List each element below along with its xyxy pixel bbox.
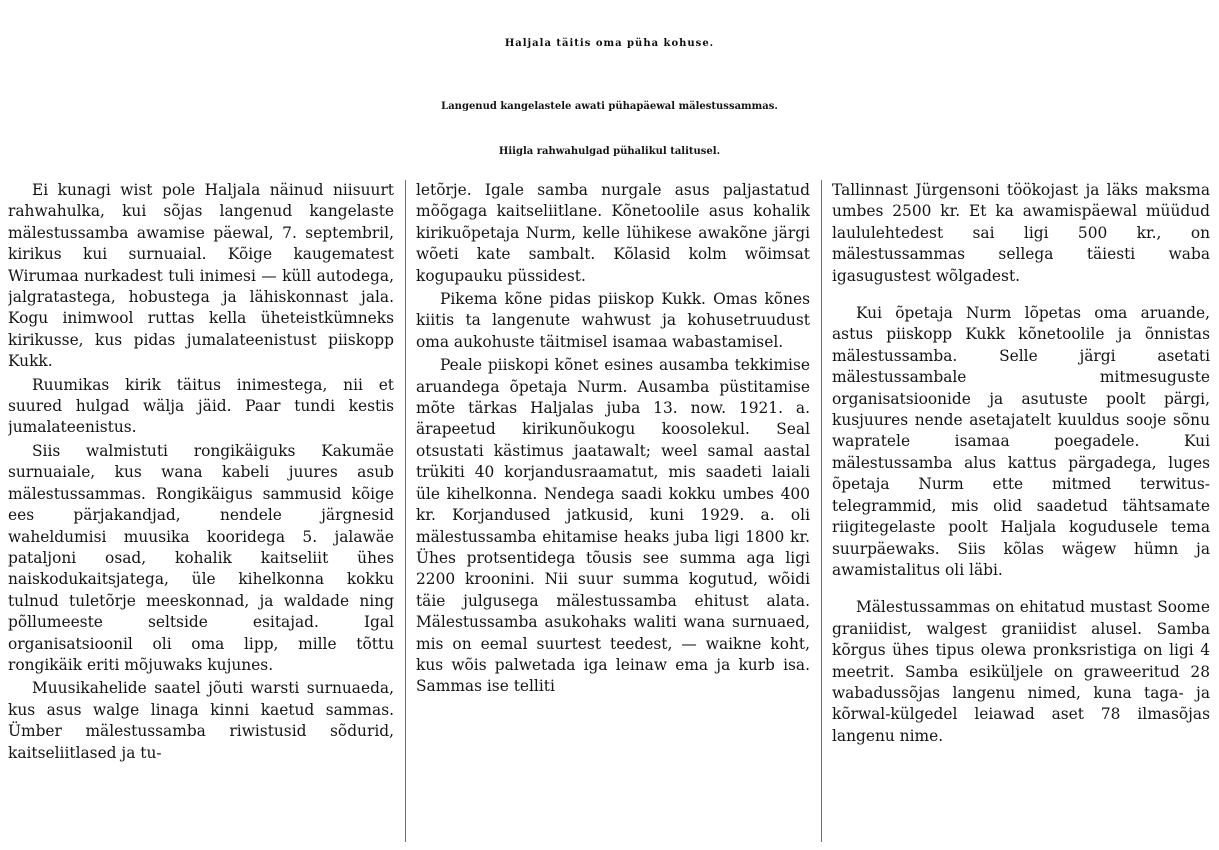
article-paragraph: Ei kunagi wist pole Haljala näinud niisuurt rahwahulka, kui sõjas langenud kangelaste mälestussamba awamise päewal, 7. septembril, kirikus kui surnuaial. Kõige kaugematest Wirumaa nurkadest tuli inimesi — küll autodega, jalgratastega, hobustega ja lähiskonnast jala. Kogu inimwool ruttas kella üheteistkümneks kirikusse, kus pidas jumalateenistust piiskopp Kukk. [8,181,394,371]
subheadline-1: Langenud kangelastele awati pühapäewal mälestussammas. [441,101,778,112]
article-paragraph: Kui õpetaja Nurm lõpetas oma aruande, astus piiskopp Kukk kõnetoolile ja õnnistas mälestussamba. Selle järgi asetati mälestussambale mitmesuguste organisatsioonide ja asutuste poolt pärgi, kusjuures nende asetajatelt kuuldus sooje sõnu wapratele isamaa poegadele. Kui mälestussamba alus kattus pärgadega, luges õpetaja Nurm ette mitmed terwitus-telegrammid, mis olid saadetud tähtsamate riigitegelaste poolt Haljala kogudusele tema suurpäewaks. Siis kõlas wägew hümn ja awamistalitus oli läbi. [832,304,1210,579]
article-paragraph: Peale piiskopi kõnet esines ausamba tekkimise aruandega õpetaja Nurm. Ausamba püstitamise mõte tärkas Haljalas juba 13. now. 1921. a. ärapeetud kirikunõukogu koosolekul. Seal otsustati kästimus jaatawalt; weel samal aastal trükiti 40 korjandusraamatut, mis saadeti laiali üle kihelkonna. Nendega saadi kokku umbes 400 kr. Korjandused jatkusid, kuni 1929. a. oli mälestussamba ehitamise heaks juba ligi 1800 kr. Ühes protsentidega tõusis see summa aga ligi 2200 kroonini. Nii suur summa kogutud, wõidi täie julgusega mälestussamba ehitust alata. Mälestussamba asukohaks waliti wana surnuaed, mis on eemal suurtest teedest, — waikne koht, kus wõis palwetada iga leinaw ema ja kurb isa. Sammas ise telliti [416,356,810,696]
article-column-3 [832,180,1210,850]
article-paragraph: letõrje. Igale samba nurgale asus paljastatud mõõgaga kaitseliitlane. Kõnetoolile asus kohalik kirikuõpetaja Nurm, kelle lühikese awakõne järgi wõeti kate sambalt. Kõlasid kolm wõimsat kogupauku püssidest. [416,181,810,285]
article-paragraph: Ruumikas kirik täitus inimestega, nii et suured hulgad wälja jäid. Paar tundi kestis jumalateenistus. [8,375,394,437]
column-divider [821,180,822,842]
subheadline-2: Hiigla rahwahulgad pühalikul talitusel. [498,146,721,157]
article-paragraph: Muusikahelide saatel jõuti warsti surnuaeda, kus asus walge linaga kinni kaetud sammas. Ümber mälestussamba riwistusid sõdurid, kaitseliitlased ja tu- [8,679,394,762]
article-paragraph: Tallinnast Jürgensoni töökojast ja läks maksma umbes 2500 kr. Et ka awamispäewal müüdud laululehtedest sai ligi 500 kr., on mälestussammas sellega täiesti waba igasugustest wõlgadest. [832,181,1210,285]
column-divider [405,180,406,842]
article-paragraph: Pikema kõne pidas piiskop Kukk. Omas kõnes kiitis ta langenute wahwust ja kohusetruudust oma aukohuste täitmisel isamaa wabastamisel. [416,290,810,351]
article-paragraph: Mälestussammas on ehitatud mustast Soome graniidist, walgest graniidist alusel. Samba kõrgus ühes tipus olewa pronksristiga on ligi 4 meetrit. Samba esiküljele on graweeritud 28 wabadussõjas langenu nimed, kuna taga- ja kõrwal-külgedel leiawad aset 78 ilmasõjas langenu nime. [832,598,1210,745]
headline: Haljala täitis oma püha kohuse. [504,38,715,49]
article-column-2 [416,180,810,850]
article-column-1 [8,180,394,850]
article-paragraph: Siis walmistuti rongikäiguks Kakumäe surnuaiale, kus wana kabeli juures asub mälestussammas. Rongikäigus sammusid kõige ees pärjakandjad, nendele järgnesid waheldumisi muusika kooridega 5. jalawäe pataljoni osad, kohalik kaitseliit ühes naiskodukaitsjatega, üle kihelkonna kokku tulnud tuletõrje meeskonnad, ja waldade ning põllumeeste seltside esitajad. Igal organisatsioonil oli oma lipp, mille tõttu rongikäik eriti mõjuwaks kujunes. [8,441,394,674]
